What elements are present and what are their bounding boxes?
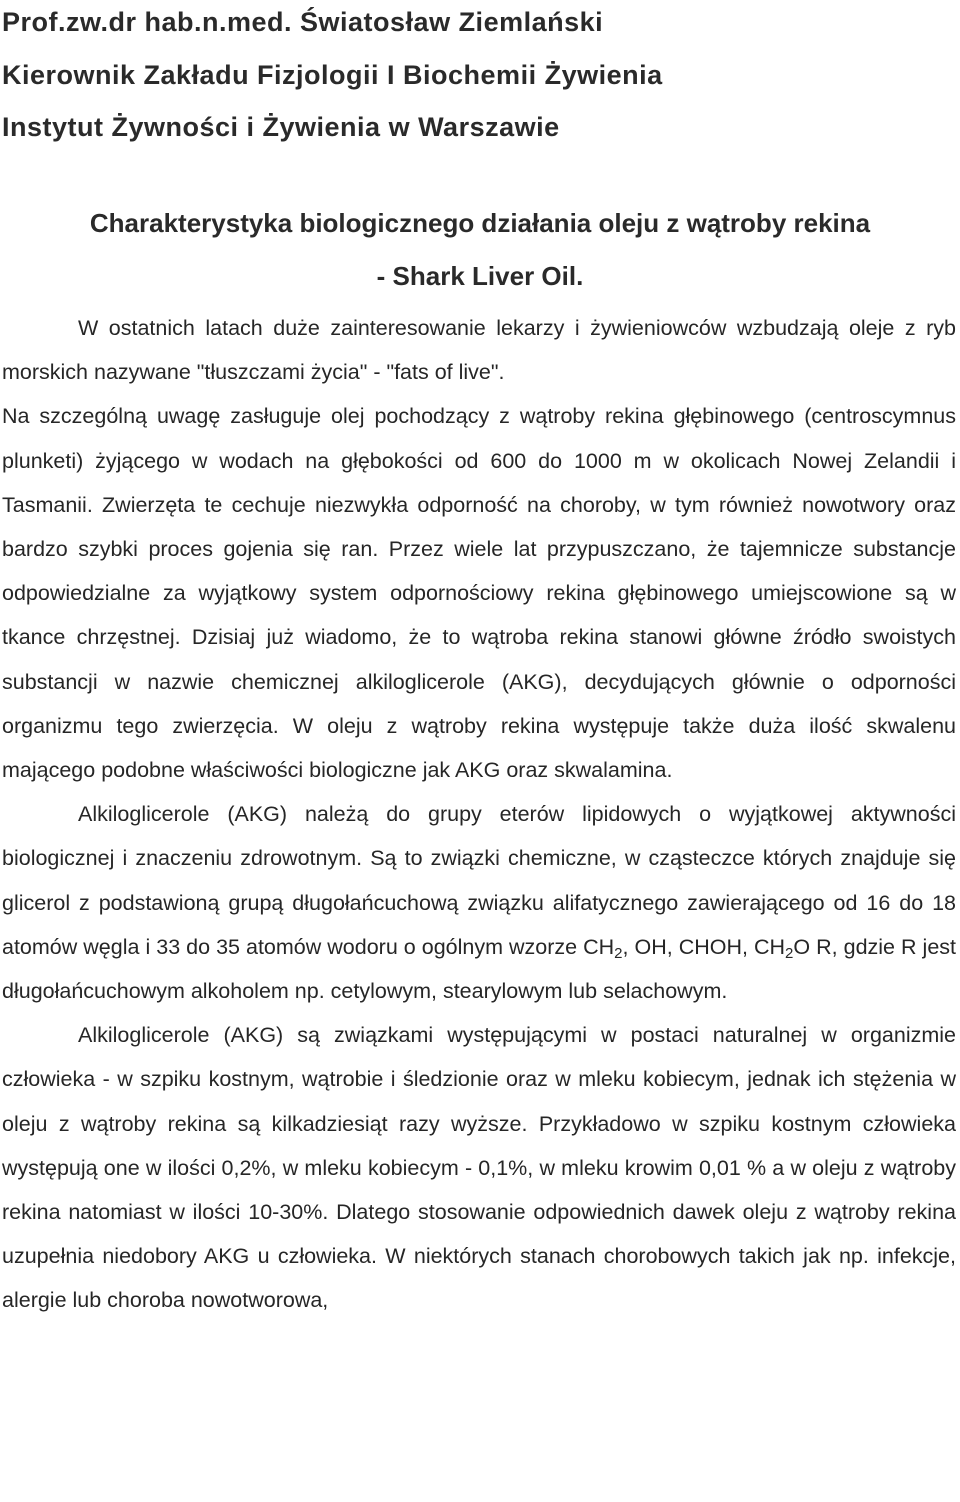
title-line-2: - Shark Liver Oil.: [376, 261, 584, 291]
paragraph-alkylglycerols: [2, 792, 956, 1013]
document-title: [0, 197, 960, 303]
paragraph-natural-occurrence: Alkiloglicerole (AKG) są związkami występującymi w postaci naturalnej w organizmie człowieka - w szpiku kostnym, wątrobie i śledzionie oraz w mleku kobiecym, jednak ich stężenia w oleju z wątroby rekina są kilkadziesiąt razy wyższe. Przykładowo w szpiku kostnym człowieka występują one w ilości 0,2%, w mleku kobiecym - 0,1%, w mleku krowim 0,01 % a w oleju z wątroby rekina natomiast w ilości 10-30%. Dlatego stosowanie odpowiednich dawek oleju z wątroby rekina uzupełnia niedobory AKG u człowieka. W niektórych stanach chorobowych takich jak np. infekcje, alergie lub choroba nowotworowa,: [2, 1023, 956, 1313]
document-body: [2, 306, 956, 1323]
formula-text-part-1: Alkiloglicerole (AKG) należą do grupy eterów lipidowych o wyjątkowej aktywności biologicznej i znaczeniu zdrowotnym. Są to związki chemiczne, w cząsteczce których znajduje się glicerol z podstawioną grupą długołańcuchową związku alifatycznego zawierającego od 16 do 18 atomów węgla i 33 do 35 atomów wodoru o ogólnym wzorze CH: [2, 802, 956, 959]
formula-subscript-2: 2: [785, 944, 794, 962]
author-position: Kierownik Zakładu Fizjologii I Biochemii Żywienia: [2, 59, 663, 90]
author-name: Prof.zw.dr hab.n.med. Światosław Ziemlański: [2, 7, 604, 37]
formula-subscript-1: 2: [614, 944, 623, 962]
formula-text-part-3: O R, gdzie R jest długołańcuchowym alkoholem np. cetylowym, stearylowym lub selachowym.: [2, 934, 957, 1004]
formula-text-part-2: , OH, CHOH, CH: [622, 934, 786, 959]
author-header: [2, 0, 958, 154]
author-institute: Instytut Żywności i Żywienia w Warszawie: [2, 112, 560, 142]
paragraph-intro: W ostatnich latach duże zainteresowanie lekarzy i żywieniowców wzbudzają oleje z ryb morskich nazywane "tłuszczami życia" - "fats of live".: [2, 316, 956, 385]
paragraph-shark-liver: Na szczególną uwagę zasługuje olej pochodzący z wątroby rekina głębinowego (centroscymnus plunketi) żyjącego w wodach na głębokości od 600 do 1000 m w okolicach Nowej Zelandii i Tasmanii. Zwierzęta te cechuje niezwykła odporność na choroby, w tym również nowotwory oraz bardzo szybki proces gojenia się ran. Przez wiele lat przypuszczano, że tajemnicze substancje odpowiedzialne za wyjątkowy system odpornościowy rekina głębinowego umiejscowione są w tkance chrzęstnej. Dzisiaj już wiadomo, że to wątroba rekina stanowi główne źródło swoistych substancji w nazwie chemicznej alkiloglicerole (AKG), decydujących głównie o odporności organizmu tego zwierzęcia. W oleju z wątroby rekina występuje także duża ilość skwalenu mającego podobne właściwości biologiczne jak AKG oraz skwalamina.: [2, 404, 956, 783]
title-line-1: Charakterystyka biologicznego działania oleju z wątroby rekina: [89, 208, 871, 238]
